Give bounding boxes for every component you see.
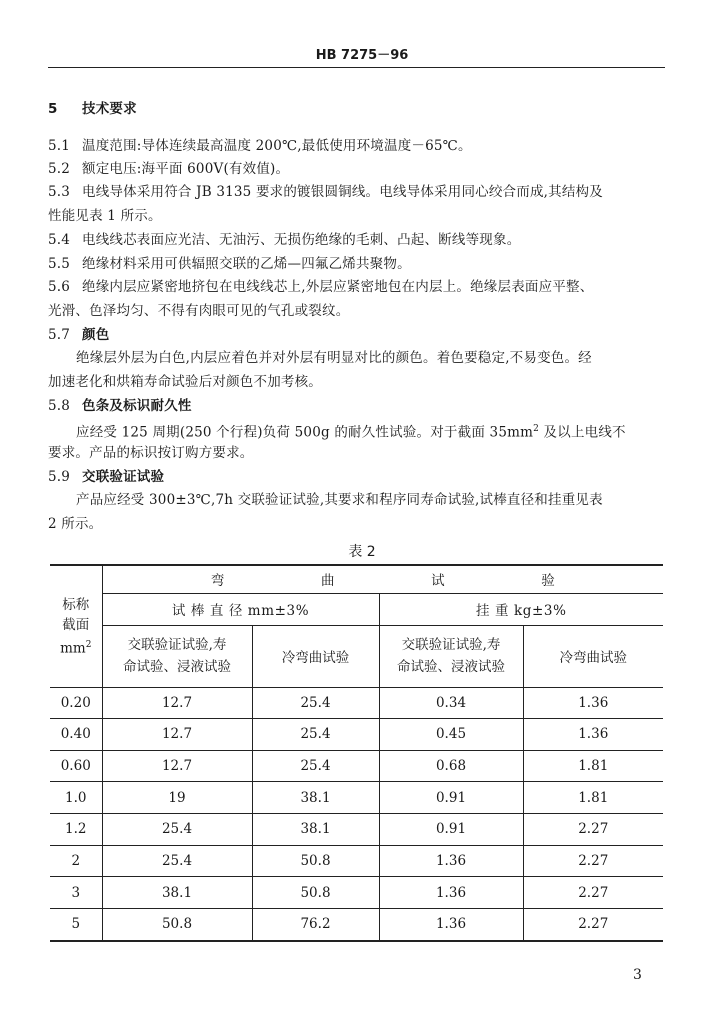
- table-caption: 表 2: [348, 544, 376, 560]
- column-header: 冷弯曲试验: [523, 625, 663, 687]
- table-cell: 1.81: [523, 782, 663, 814]
- table-row: [50, 687, 663, 719]
- table-cell: 1.36: [523, 687, 663, 719]
- table-cell: 2: [50, 845, 102, 877]
- table-row: [50, 782, 663, 814]
- row-header-line: 标称: [62, 596, 90, 613]
- table-cell: 25.4: [252, 687, 379, 719]
- row-header-cell: [50, 565, 102, 687]
- table-cell: 1.2: [50, 814, 102, 846]
- table-cell: 5: [50, 908, 102, 941]
- table-cell: 0.34: [379, 687, 523, 719]
- table-cell: 1.81: [523, 750, 663, 782]
- clause-number: 5.5: [48, 256, 71, 272]
- subheader-weight: 挂 重 kg±3%: [379, 593, 663, 625]
- clause-text-part: 应经受 125 周期(250 个行程)负荷 500g 的耐久性试验。对于截面 35mm: [76, 424, 534, 441]
- table-cell: 3: [50, 877, 102, 909]
- group-header-char: 弯: [210, 573, 225, 590]
- document-header: HB 7275－96: [315, 48, 409, 63]
- clause-5-8-text: [76, 420, 696, 442]
- clause-5-1: [48, 137, 668, 155]
- table-row: [50, 908, 663, 941]
- clause-number: 5.8: [48, 398, 71, 414]
- clause-title: 色条及标识耐久性: [82, 398, 192, 414]
- group-header-char: 试: [431, 573, 445, 590]
- clause-number: 5.3: [48, 184, 71, 200]
- column-header-line: 交联验证试验,寿: [401, 637, 501, 653]
- clause-5-6: [48, 278, 668, 296]
- clause-number: 5.9: [48, 469, 71, 485]
- clause-5-3-continued: 性能见表 1 所示。: [48, 208, 162, 224]
- clause-5-9-text: 产品应经受 300±3℃,7h 交联验证试验,其要求和程序同寿命试验,试棒直径和挂重见表: [76, 492, 603, 508]
- clause-5-8-heading: [48, 397, 668, 415]
- clause-5-4: [48, 231, 668, 249]
- table-cell: 25.4: [102, 845, 252, 877]
- table-cell: 12.7: [102, 687, 252, 719]
- clause-text: 温度范围:导体连续最高温度 200℃,最低使用环境温度－65℃。: [82, 138, 472, 154]
- clause-text: 电线导体采用符合 JB 3135 要求的镀银圆铜线。电线导体采用同心绞合而成,其结构及: [82, 184, 603, 200]
- clause-text: 绝缘内层应紧密地挤包在电线线芯上,外层应紧密地包在内层上。绝缘层表面应平整、: [82, 279, 594, 295]
- table-cell: 38.1: [252, 814, 379, 846]
- clause-title: 交联验证试验: [82, 469, 165, 485]
- page-number: 3: [633, 967, 642, 983]
- clause-text: 电线线芯表面应光洁、无油污、无损伤绝缘的毛刺、凸起、断线等现象。: [82, 232, 521, 248]
- table-cell: 19: [102, 782, 252, 814]
- group-header-char: 验: [541, 573, 555, 590]
- table-cell: 0.20: [50, 687, 102, 719]
- clause-5-7-text-continued: 加速老化和烘箱寿命试验后对颜色不加考核。: [48, 374, 322, 390]
- clause-title: 颜色: [82, 327, 110, 343]
- table-cell: 1.36: [523, 719, 663, 751]
- table-cell: 0.68: [379, 750, 523, 782]
- table-cell: 0.91: [379, 782, 523, 814]
- row-header-unit: mm: [60, 640, 86, 656]
- table-cell: 25.4: [102, 814, 252, 846]
- row-header-line: [50, 635, 102, 659]
- clause-5-7-text: 绝缘层外层为白色,内层应着色并对外层有明显对比的颜色。着色要稳定,不易变色。经: [76, 350, 592, 366]
- table-cell: 38.1: [102, 877, 252, 909]
- clause-number: 5.2: [48, 161, 71, 177]
- table-cell: 1.36: [379, 845, 523, 877]
- table-cell: 2.27: [523, 814, 663, 846]
- table-cell: 2.27: [523, 845, 663, 877]
- superscript: 2: [533, 424, 540, 434]
- clause-5-8-text-continued: 要求。产品的标识按订购方要求。: [48, 445, 254, 461]
- clause-text: 绝缘材料采用可供辐照交联的乙烯—四氟乙烯共聚物。: [82, 256, 411, 272]
- clause-number: 5.6: [48, 279, 71, 295]
- section-title: 技术要求: [82, 101, 137, 117]
- clause-text-part: 及以上电线不: [539, 424, 626, 441]
- table-cell: 2.27: [523, 908, 663, 941]
- table-cell: 50.8: [252, 877, 379, 909]
- table-cell: 0.91: [379, 814, 523, 846]
- clause-number: 5.1: [48, 138, 71, 154]
- table-cell: 1.0: [50, 782, 102, 814]
- column-header: [379, 625, 523, 687]
- clause-5-5: [48, 255, 668, 273]
- clause-5-2: [48, 160, 668, 178]
- group-header: [102, 565, 663, 593]
- column-header-line: 命试验、浸液试验: [397, 659, 505, 675]
- table-cell: 12.7: [102, 750, 252, 782]
- subheader-diameter: 试 棒 直 径 mm±3%: [102, 593, 379, 625]
- column-header-line: 交联验证试验,寿: [127, 637, 227, 653]
- superscript: 2: [85, 639, 92, 650]
- table-cell: 76.2: [252, 908, 379, 941]
- table-cell: 25.4: [252, 719, 379, 751]
- clause-number: 5.7: [48, 327, 71, 343]
- clause-5-6-continued: 光滑、色泽均匀、不得有肉眼可见的气孔或裂纹。: [48, 303, 350, 319]
- table-row: [50, 719, 663, 751]
- table-row: [50, 814, 663, 846]
- table-row: [50, 750, 663, 782]
- table-2: [50, 564, 663, 942]
- clause-number: 5.4: [48, 232, 71, 248]
- table-cell: 0.45: [379, 719, 523, 751]
- table-cell: 50.8: [252, 845, 379, 877]
- row-header-line: 截面: [62, 616, 90, 633]
- section-heading: [48, 100, 668, 118]
- group-header-char: 曲: [320, 573, 335, 590]
- table-cell: 38.1: [252, 782, 379, 814]
- column-header: [102, 625, 252, 687]
- clause-5-3: [48, 183, 668, 201]
- table-row: [50, 845, 663, 877]
- table-cell: 0.40: [50, 719, 102, 751]
- table-cell: 0.60: [50, 750, 102, 782]
- table-row: [50, 877, 663, 909]
- column-header: 冷弯曲试验: [252, 625, 379, 687]
- column-header-line: 命试验、浸液试验: [123, 659, 231, 675]
- table-cell: 25.4: [252, 750, 379, 782]
- clause-5-7-heading: [48, 326, 668, 344]
- clause-5-9-heading: [48, 468, 668, 486]
- table-cell: 1.36: [379, 877, 523, 909]
- clause-5-9-text-continued: 2 所示。: [48, 516, 103, 532]
- table-cell: 12.7: [102, 719, 252, 751]
- header-rule: [48, 67, 665, 68]
- table-cell: 2.27: [523, 877, 663, 909]
- clause-text: 额定电压:海平面 600V(有效值)。: [82, 161, 290, 177]
- section-number: 5: [48, 101, 58, 117]
- table-cell: 1.36: [379, 908, 523, 941]
- table-cell: 50.8: [102, 908, 252, 941]
